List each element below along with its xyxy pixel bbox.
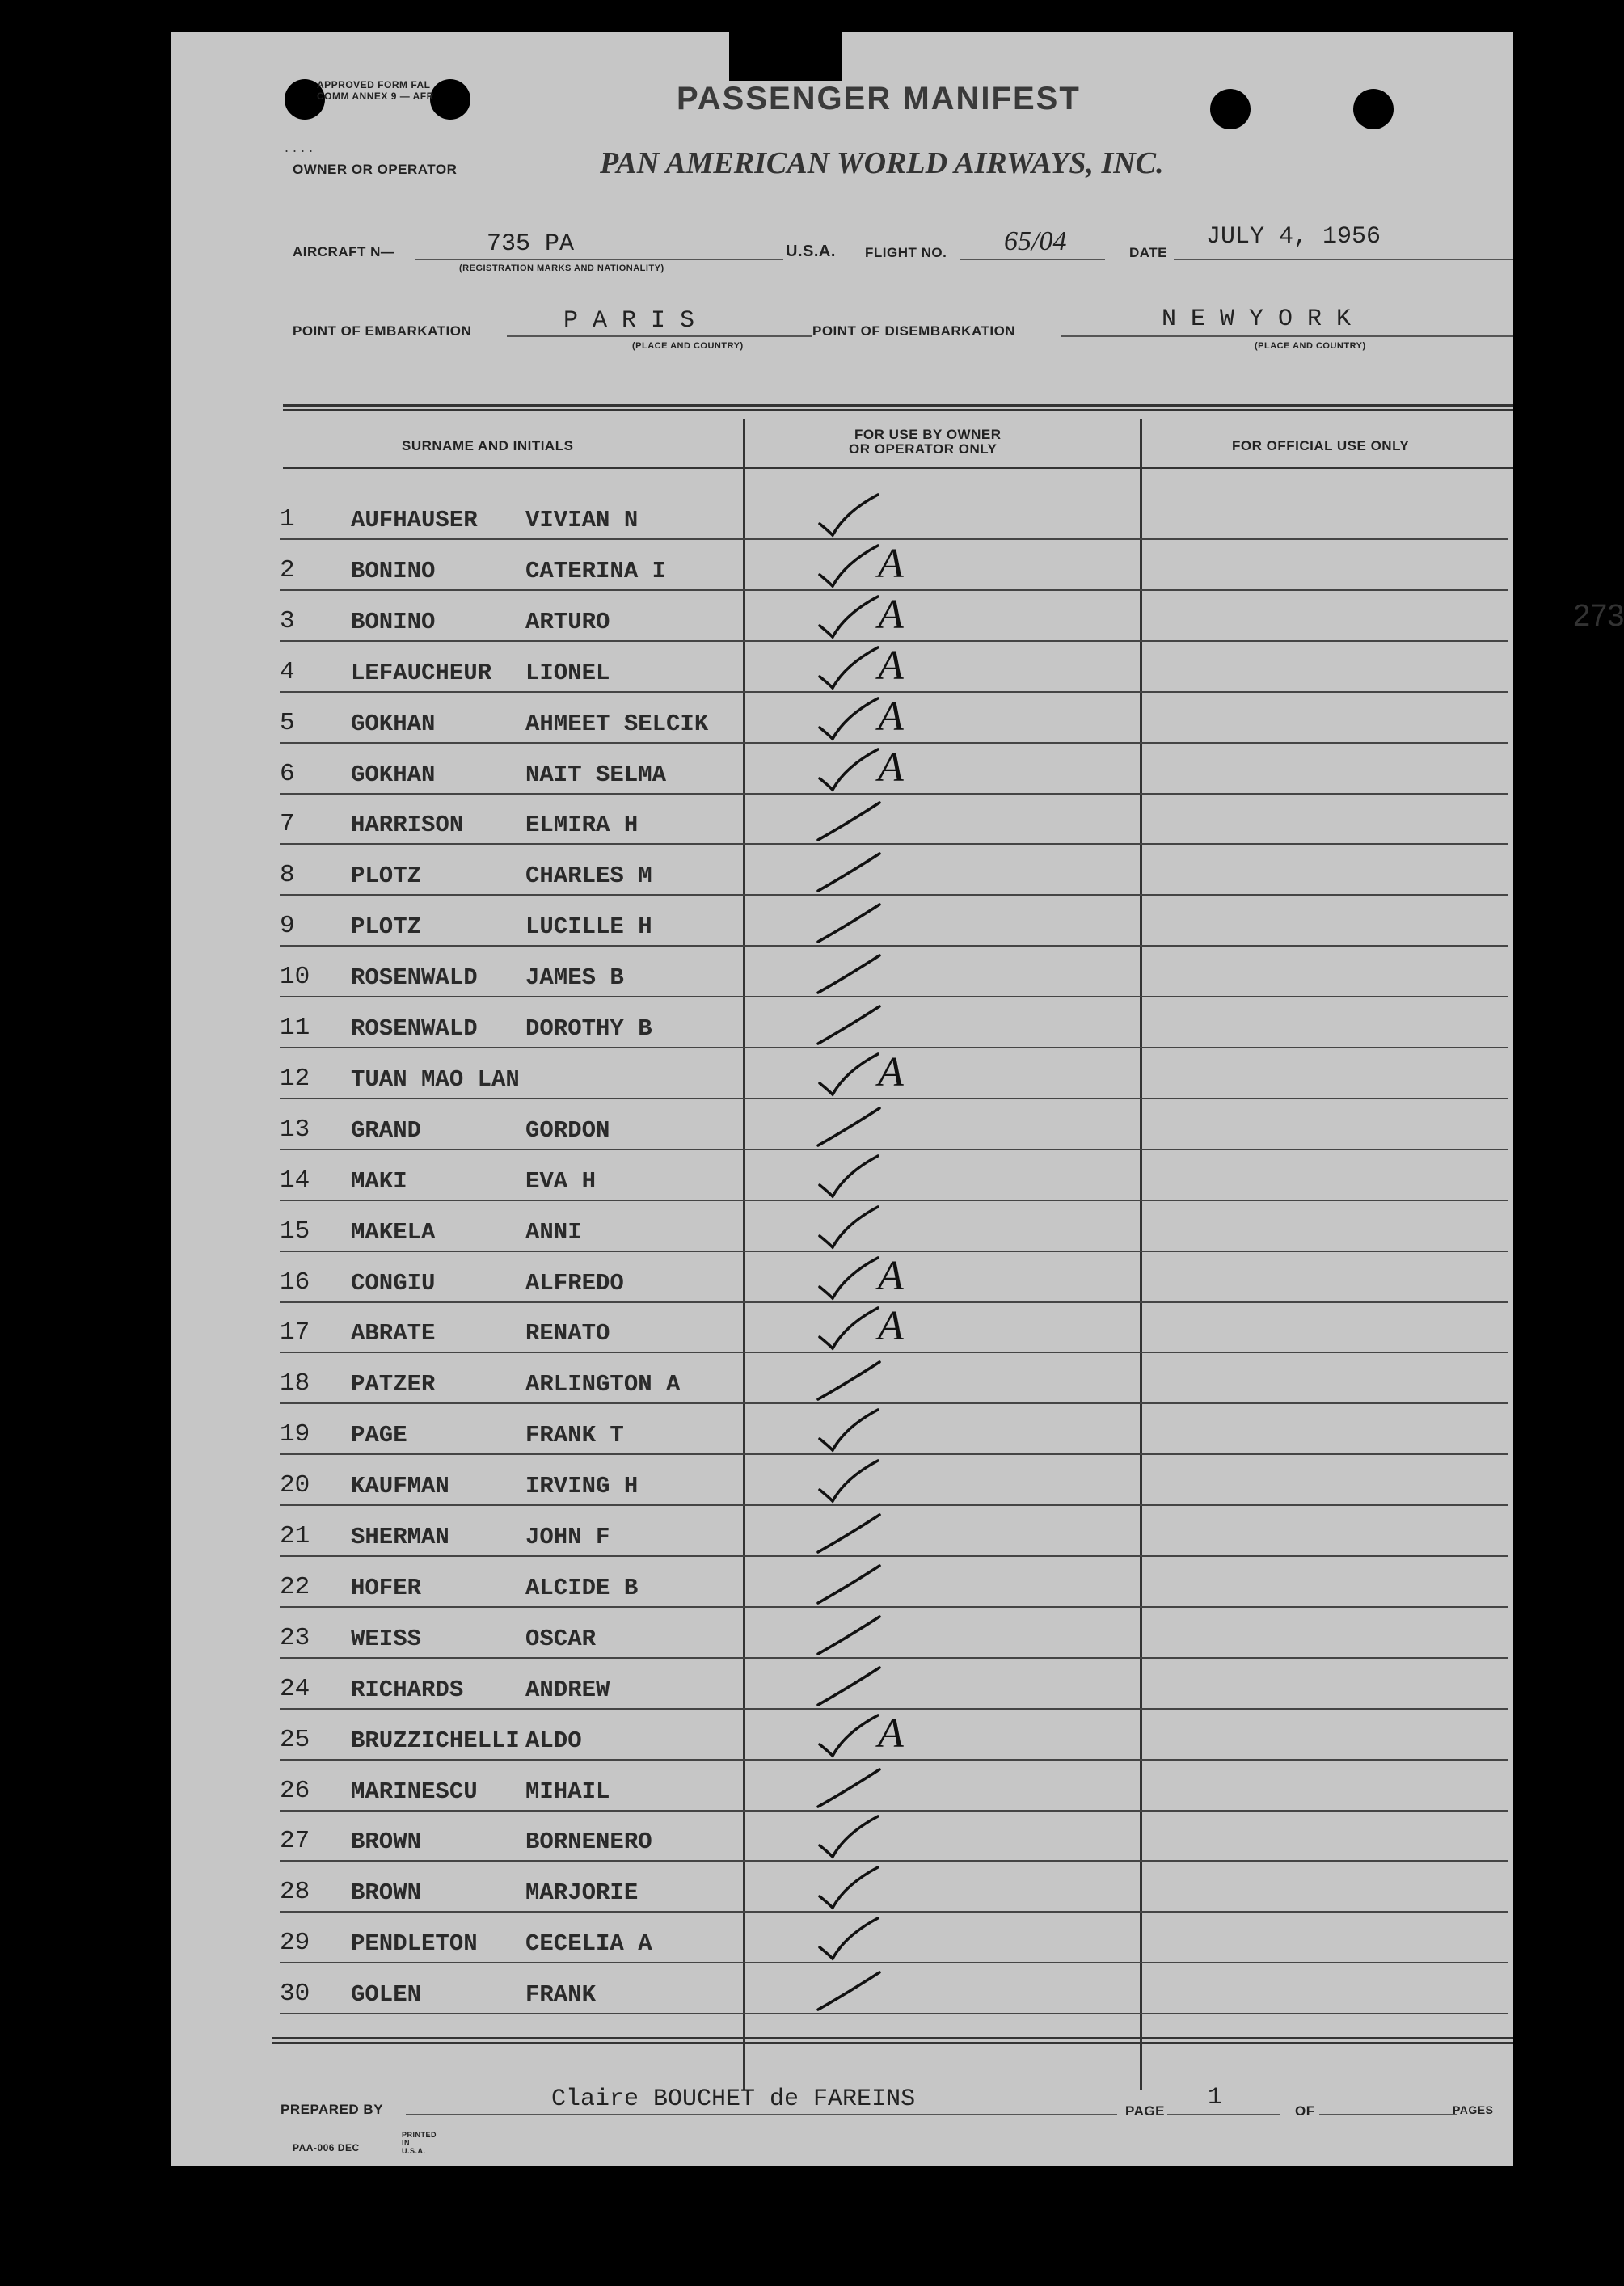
- disembark-label: POINT OF DISEMBARKATION: [812, 323, 1016, 339]
- dots: . . . .: [285, 139, 314, 155]
- surname: ABRATE: [351, 1320, 436, 1348]
- date-underline: [1174, 259, 1513, 260]
- embark-value: P A R I S: [563, 307, 695, 335]
- row-number: 22: [280, 1572, 310, 1601]
- given-name: ARLINGTON A: [525, 1371, 681, 1398]
- given-name: CECELIA A: [525, 1930, 652, 1958]
- table-row: [280, 1099, 1508, 1150]
- surname: BROWN: [351, 1828, 422, 1856]
- surname: GOKHAN: [351, 761, 436, 788]
- table-row: [280, 1302, 1508, 1353]
- checkmark-icon: [813, 644, 886, 693]
- table-top-rule: [283, 404, 1513, 411]
- given-name: GORDON: [525, 1116, 610, 1144]
- surname: PLOTZ: [351, 863, 422, 890]
- checkmark-icon: [813, 1915, 886, 1963]
- slash-mark-icon: [813, 1763, 886, 1812]
- table-row: [280, 997, 1508, 1048]
- checkmark-icon: [813, 593, 886, 642]
- row-number: 13: [280, 1115, 310, 1144]
- given-name: ANNI: [525, 1218, 582, 1246]
- aircraft-label: AIRCRAFT N—: [293, 244, 395, 259]
- page-title: PASSENGER MANIFEST: [677, 81, 1081, 116]
- table-row: [280, 1761, 1508, 1812]
- table-row: [280, 1252, 1508, 1303]
- pages-label: PAGES: [1453, 2103, 1494, 2116]
- approved-text: APPROVED FORM FAL COMM ANNEX 9 — AFR: [317, 79, 434, 102]
- row-number: 20: [280, 1471, 310, 1500]
- handwritten-letter: A: [878, 693, 904, 740]
- table-row: [280, 1659, 1508, 1710]
- checkmark-icon: [813, 1305, 886, 1353]
- given-name: RENATO: [525, 1320, 610, 1348]
- disembark-caption: (PLACE AND COUNTRY): [1255, 341, 1366, 351]
- table-row: [280, 1811, 1508, 1862]
- given-name: JAMES B: [525, 964, 624, 992]
- surname: PATZER: [351, 1371, 436, 1398]
- top-notch: [729, 32, 842, 81]
- date-label: DATE: [1129, 245, 1168, 260]
- surname: GOKHAN: [351, 710, 436, 737]
- surname: ROSENWALD: [351, 964, 478, 992]
- table-row: [280, 896, 1508, 947]
- row-number: 11: [280, 1014, 310, 1042]
- checkmark-icon: [813, 1204, 886, 1252]
- slash-mark-icon: [813, 1102, 886, 1150]
- row-number: 7: [280, 810, 295, 839]
- row-number: 15: [280, 1217, 310, 1246]
- slash-mark-icon: [813, 1610, 886, 1659]
- disembark-underline: [1061, 335, 1513, 337]
- handwritten-letter: A: [878, 540, 904, 587]
- surname: PAGE: [351, 1422, 407, 1449]
- surname: PENDLETON: [351, 1930, 478, 1958]
- table-row: [280, 1404, 1508, 1455]
- surname: AUFHAUSER: [351, 507, 478, 534]
- given-name: JOHN F: [525, 1524, 610, 1550]
- row-number: 14: [280, 1166, 310, 1195]
- slash-mark-icon: [813, 1661, 886, 1710]
- header-bottom-rule: [283, 467, 1513, 469]
- surname: LEFAUCHEUR: [351, 659, 492, 686]
- of-underline: [1319, 2114, 1457, 2115]
- row-number: 10: [280, 963, 310, 992]
- row-number: 1: [280, 505, 295, 534]
- slash-mark-icon: [813, 898, 886, 947]
- slash-mark-icon: [813, 1966, 886, 2014]
- aircraft-underline: [415, 259, 783, 260]
- airline-name: PAN AMERICAN WORLD AIRWAYS, INC.: [600, 146, 1164, 180]
- table-row: [280, 1506, 1508, 1557]
- prepared-value: Claire BOUCHET de FAREINS: [551, 2086, 916, 2113]
- table-row: [280, 1608, 1508, 1659]
- surname: ROSENWALD: [351, 1015, 478, 1042]
- checkmark-icon: [813, 491, 886, 540]
- table-row: [280, 1353, 1508, 1404]
- punch-hole: [1353, 89, 1394, 129]
- row-number: 16: [280, 1267, 310, 1297]
- row-number: 12: [280, 1064, 310, 1093]
- col-official-header: FOR OFFICIAL USE ONLY: [1232, 438, 1410, 453]
- date-value: JULY 4, 1956: [1206, 223, 1381, 251]
- slash-mark-icon: [813, 1000, 886, 1048]
- surname: HARRISON: [351, 812, 464, 839]
- checkmark-icon: [813, 1407, 886, 1455]
- row-number: 9: [280, 912, 295, 941]
- table-row: [280, 794, 1508, 845]
- table-row: [280, 693, 1508, 744]
- given-name: MARJORIE: [525, 1879, 639, 1907]
- checkmark-icon: [813, 746, 886, 795]
- row-number: 4: [280, 657, 295, 686]
- row-number: 6: [280, 759, 295, 788]
- embark-label: POINT OF EMBARKATION: [293, 323, 472, 339]
- of-label: OF: [1295, 2103, 1315, 2119]
- aircraft-value: 735 PA: [487, 230, 575, 258]
- table-row: [280, 845, 1508, 896]
- flight-label: FLIGHT NO.: [865, 245, 947, 260]
- handwritten-letter: A: [878, 744, 904, 791]
- owner-label: OWNER OR OPERATOR: [293, 162, 458, 177]
- given-name: ANDREW: [525, 1676, 610, 1703]
- given-name: ALDO: [525, 1727, 582, 1754]
- prepared-label: PREPARED BY: [281, 2102, 384, 2117]
- page-value: 1: [1208, 2084, 1223, 2111]
- row-number: 21: [280, 1522, 310, 1550]
- handwritten-letter: A: [878, 1710, 904, 1757]
- row-rule: [280, 2013, 1508, 2014]
- punch-hole: [1210, 89, 1251, 129]
- checkmark-icon: [813, 1712, 886, 1761]
- embark-caption: (PLACE AND COUNTRY): [632, 341, 744, 351]
- embark-underline: [507, 335, 812, 337]
- given-name: ALCIDE B: [525, 1574, 639, 1601]
- surname: BONINO: [351, 557, 436, 584]
- checkmark-icon: [813, 1864, 886, 1913]
- surname: SHERMAN: [351, 1524, 449, 1550]
- checkmark-icon: [813, 1813, 886, 1862]
- surname: MAKI: [351, 1167, 407, 1195]
- given-name: EVA H: [525, 1167, 597, 1195]
- surname: BONINO: [351, 608, 436, 635]
- table-row: [280, 1455, 1508, 1506]
- handwritten-letter: A: [878, 1252, 904, 1299]
- table-row: [280, 1557, 1508, 1608]
- checkmark-icon: [813, 695, 886, 744]
- checkmark-icon: [813, 1051, 886, 1099]
- col-surname-header: SURNAME AND INITIALS: [402, 438, 574, 453]
- surname: MARINESCU: [351, 1778, 478, 1805]
- page-underline: [1167, 2114, 1280, 2115]
- checkmark-icon: [813, 542, 886, 591]
- surname: GOLEN: [351, 1981, 422, 2009]
- table-row: [280, 642, 1508, 693]
- table-row: [280, 1710, 1508, 1761]
- row-number: 25: [280, 1725, 310, 1754]
- slash-mark-icon: [813, 1356, 886, 1404]
- row-number: 8: [280, 861, 295, 890]
- given-name: NAIT SELMA: [525, 761, 667, 788]
- row-number: 5: [280, 708, 295, 737]
- given-name: LIONEL: [525, 659, 610, 686]
- given-name: CHARLES M: [525, 863, 652, 890]
- page-label: PAGE: [1125, 2103, 1165, 2119]
- given-name: IRVING H: [525, 1473, 639, 1500]
- registration-caption: (REGISTRATION MARKS AND NATIONALITY): [459, 264, 664, 273]
- surname: BRUZZICHELLI: [351, 1727, 520, 1754]
- checkmark-icon: [813, 1457, 886, 1506]
- table-row: [280, 744, 1508, 795]
- handwritten-letter: A: [878, 1048, 904, 1095]
- form-code: PAA-006 DEC: [293, 2142, 360, 2153]
- row-number: 2: [280, 555, 295, 584]
- checkmark-icon: [813, 1153, 886, 1201]
- surname: WEISS: [351, 1625, 422, 1652]
- surname: KAUFMAN: [351, 1473, 449, 1500]
- table-bottom-rule: [272, 2037, 1513, 2044]
- slash-mark-icon: [813, 796, 886, 845]
- printed-stamp: PRINTED IN U.S.A.: [402, 2131, 437, 2155]
- table-row: [280, 1963, 1508, 2014]
- handwritten-letter: A: [878, 642, 904, 689]
- given-name: FRANK: [525, 1981, 597, 2009]
- manifest-sheet: [171, 32, 1624, 2166]
- given-name: MIHAIL: [525, 1778, 610, 1805]
- given-name: LUCILLE H: [525, 913, 652, 941]
- handwritten-letter: A: [878, 591, 904, 638]
- given-name: OSCAR: [525, 1625, 597, 1652]
- row-number: 28: [280, 1878, 310, 1907]
- prepared-underline: [406, 2114, 1117, 2115]
- col-owner-header-2: OR OPERATOR ONLY: [849, 441, 998, 457]
- slash-mark-icon: [813, 847, 886, 896]
- table-row: [280, 1048, 1508, 1099]
- row-number: 18: [280, 1369, 310, 1398]
- table-row: [280, 489, 1508, 540]
- row-number: 19: [280, 1420, 310, 1449]
- slash-mark-icon: [813, 1559, 886, 1608]
- row-number: 26: [280, 1776, 310, 1805]
- table-row: [280, 591, 1624, 642]
- given-name: AHMEET SELCIK: [525, 710, 709, 737]
- slash-mark-icon: [813, 949, 886, 997]
- surname: BROWN: [351, 1879, 422, 1907]
- flight-underline: [960, 259, 1105, 260]
- table-row: [280, 947, 1508, 997]
- row-number: 17: [280, 1318, 310, 1348]
- row-number: 23: [280, 1623, 310, 1652]
- table-row: [280, 1150, 1508, 1201]
- given-name: VIVIAN N: [525, 507, 639, 534]
- table-row: [280, 1913, 1508, 1963]
- flight-value: 65/04: [1004, 226, 1067, 256]
- official-value: 273: [1573, 598, 1624, 633]
- surname: CONGIU: [351, 1269, 436, 1297]
- table-row: [280, 1201, 1508, 1252]
- usa-label: U.S.A.: [786, 243, 836, 260]
- checkmark-icon: [813, 1255, 886, 1303]
- slash-mark-icon: [813, 1508, 886, 1557]
- surname: TUAN MAO LAN: [351, 1065, 520, 1093]
- surname: PLOTZ: [351, 913, 422, 941]
- row-number: 24: [280, 1674, 310, 1703]
- surname: HOFER: [351, 1574, 422, 1601]
- given-name: ALFREDO: [525, 1269, 624, 1297]
- row-number: 30: [280, 1980, 310, 2009]
- table-row: [280, 1862, 1508, 1913]
- given-name: DOROTHY B: [525, 1015, 652, 1042]
- col-owner-header-1: FOR USE BY OWNER: [854, 427, 1002, 442]
- surname: MAKELA: [351, 1218, 436, 1246]
- row-number: 27: [280, 1827, 310, 1856]
- disembark-value: N E W Y O R K: [1162, 306, 1352, 333]
- row-number: 3: [280, 606, 295, 635]
- surname: GRAND: [351, 1116, 422, 1144]
- handwritten-letter: A: [878, 1303, 904, 1350]
- given-name: ELMIRA H: [525, 812, 639, 839]
- row-number: 29: [280, 1929, 310, 1958]
- given-name: ARTURO: [525, 608, 610, 635]
- given-name: CATERINA I: [525, 557, 667, 584]
- given-name: BORNENERO: [525, 1828, 652, 1856]
- surname: RICHARDS: [351, 1676, 464, 1703]
- table-row: [280, 540, 1508, 591]
- given-name: FRANK T: [525, 1422, 624, 1449]
